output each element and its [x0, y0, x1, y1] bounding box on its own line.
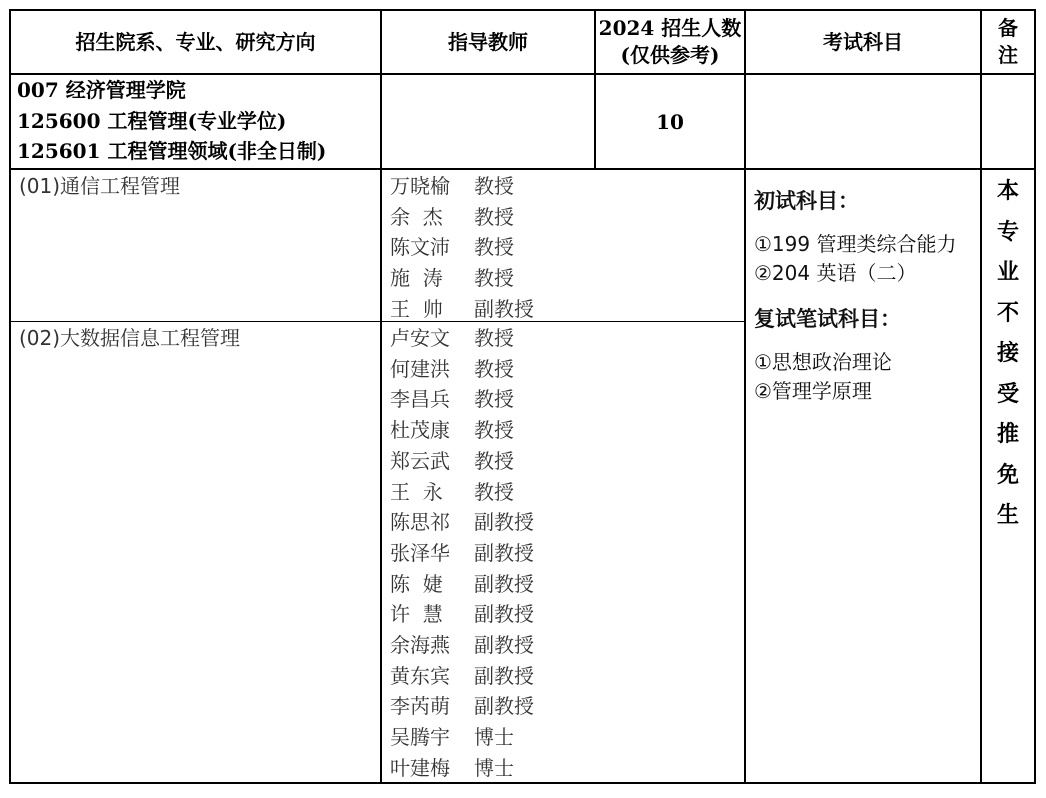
teacher-title: 副教授 [474, 540, 534, 565]
header-dept-label: 招生院系、专业、研究方向 [75, 29, 316, 54]
note-char: 接 [996, 341, 1019, 366]
teacher-title: 教授 [474, 387, 514, 412]
table-border-bottom [9, 782, 1036, 784]
teacher-title: 教授 [474, 356, 514, 381]
header-note [982, 11, 1034, 73]
teacher-name: 王 永 [390, 479, 443, 504]
teacher-row [390, 569, 534, 600]
teacher-row [390, 323, 514, 354]
school-name: 007 经济管理学院 [17, 78, 186, 102]
teacher-name: 李昌兵 [390, 387, 450, 412]
teacher-title: 教授 [474, 418, 514, 443]
header-teacher [382, 11, 594, 73]
exam-subjects [754, 186, 978, 406]
teacher-row [390, 661, 534, 692]
teacher-row [390, 477, 514, 508]
teacher-row [390, 232, 514, 263]
teacher-name: 余海燕 [390, 633, 450, 657]
teacher-name: 陈思祁 [390, 510, 450, 535]
teacher-row [390, 599, 534, 630]
note-char: 受 [996, 381, 1019, 407]
teacher-row [390, 691, 534, 722]
note-char: 不 [996, 300, 1019, 326]
program-divider [9, 168, 1036, 170]
note-char: 生 [996, 503, 1019, 528]
teacher-name: 杜茂康 [390, 418, 450, 443]
teacher-name: 黄东宾 [390, 663, 450, 688]
header-quota-line1: 2024 招生人数 [598, 16, 742, 40]
note-char: 专 [996, 219, 1019, 245]
teacher-title: 副教授 [474, 510, 534, 535]
teacher-title: 教授 [474, 479, 514, 504]
retest-exam-item: ②管理学原理 [754, 379, 872, 403]
header-exam-label: 考试科目 [823, 29, 903, 54]
teacher-title: 副教授 [474, 663, 534, 688]
teacher-row [390, 294, 534, 325]
teacher-row [390, 171, 514, 202]
header-note-line1: 备 [998, 16, 1018, 40]
field-name: 125601 工程管理领域(非全日制) [17, 139, 327, 163]
teacher-title: 副教授 [474, 602, 534, 627]
major-name: 125600 工程管理(专业学位) [17, 108, 287, 133]
teacher-title: 博士 [474, 755, 514, 780]
teacher-title: 教授 [474, 326, 514, 350]
table-border-right [1034, 9, 1036, 783]
teacher-row [390, 415, 514, 446]
teacher-title: 副教授 [474, 694, 534, 719]
teacher-name: 叶建梅 [390, 755, 450, 780]
teacher-title: 教授 [474, 448, 514, 473]
note-char: 免 [996, 462, 1019, 488]
teacher-row [390, 446, 514, 477]
teacher-title: 博士 [474, 725, 514, 750]
teacher-row [390, 507, 534, 538]
quota-cell [596, 75, 744, 168]
teacher-title: 教授 [474, 204, 514, 229]
teacher-name: 郑云武 [390, 448, 450, 473]
teacher-row [390, 630, 534, 661]
teacher-title: 教授 [474, 266, 514, 291]
note-text [982, 172, 1034, 537]
header-note-line2: 注 [998, 43, 1018, 67]
teacher-name: 李芮萌 [390, 694, 450, 719]
header-exam [746, 11, 980, 73]
col-divider-3 [744, 9, 746, 783]
teacher-title: 教授 [474, 235, 514, 260]
col-divider-1 [380, 9, 382, 783]
note-char: 本 [996, 179, 1019, 204]
direction-02-label: (02)大数据信息工程管理 [19, 326, 241, 350]
teacher-name: 陈文沛 [390, 235, 450, 260]
teacher-title: 副教授 [474, 633, 534, 657]
teacher-name: 许 慧 [390, 602, 443, 627]
header-quota [596, 11, 744, 73]
teacher-name: 何建洪 [390, 356, 450, 381]
teacher-name: 万晓榆 [390, 174, 450, 198]
teacher-row [390, 538, 534, 569]
teacher-row [390, 354, 514, 385]
teacher-name: 余 杰 [390, 204, 443, 229]
teacher-name: 施 涛 [390, 266, 443, 291]
retest-exam-heading: 复试笔试科目： [754, 307, 901, 331]
teacher-name: 张泽华 [390, 540, 450, 565]
initial-exam-heading: 初试科目： [754, 189, 859, 213]
teacher-row [390, 384, 514, 415]
teacher-row [390, 202, 514, 233]
initial-exam-item: ①199 管理类综合能力 [754, 232, 957, 256]
teacher-name: 陈 婕 [390, 571, 443, 596]
teacher-row [390, 722, 514, 753]
teacher-name: 卢安文 [390, 326, 450, 350]
teacher-title: 副教授 [474, 296, 534, 321]
retest-exam-item: ①思想政治理论 [754, 350, 892, 374]
header-dept [11, 11, 380, 73]
header-quota-line2: (仅供参考) [620, 43, 720, 67]
teacher-name: 王 帅 [390, 296, 443, 321]
initial-exam-item: ②204 英语（二） [754, 261, 917, 285]
teacher-title: 副教授 [474, 571, 534, 596]
quota-value: 10 [656, 109, 684, 134]
teacher-row [390, 263, 514, 294]
teacher-row [390, 753, 514, 784]
program-info [17, 75, 377, 168]
direction-01-label: (01)通信工程管理 [19, 174, 181, 198]
teacher-title: 教授 [474, 174, 514, 198]
header-teacher-label: 指导教师 [448, 29, 528, 54]
teacher-name: 吴腾宇 [390, 725, 450, 750]
note-char: 推 [996, 422, 1019, 447]
direction-divider [9, 321, 744, 322]
table-border-left [9, 9, 11, 783]
note-char: 业 [996, 260, 1019, 285]
